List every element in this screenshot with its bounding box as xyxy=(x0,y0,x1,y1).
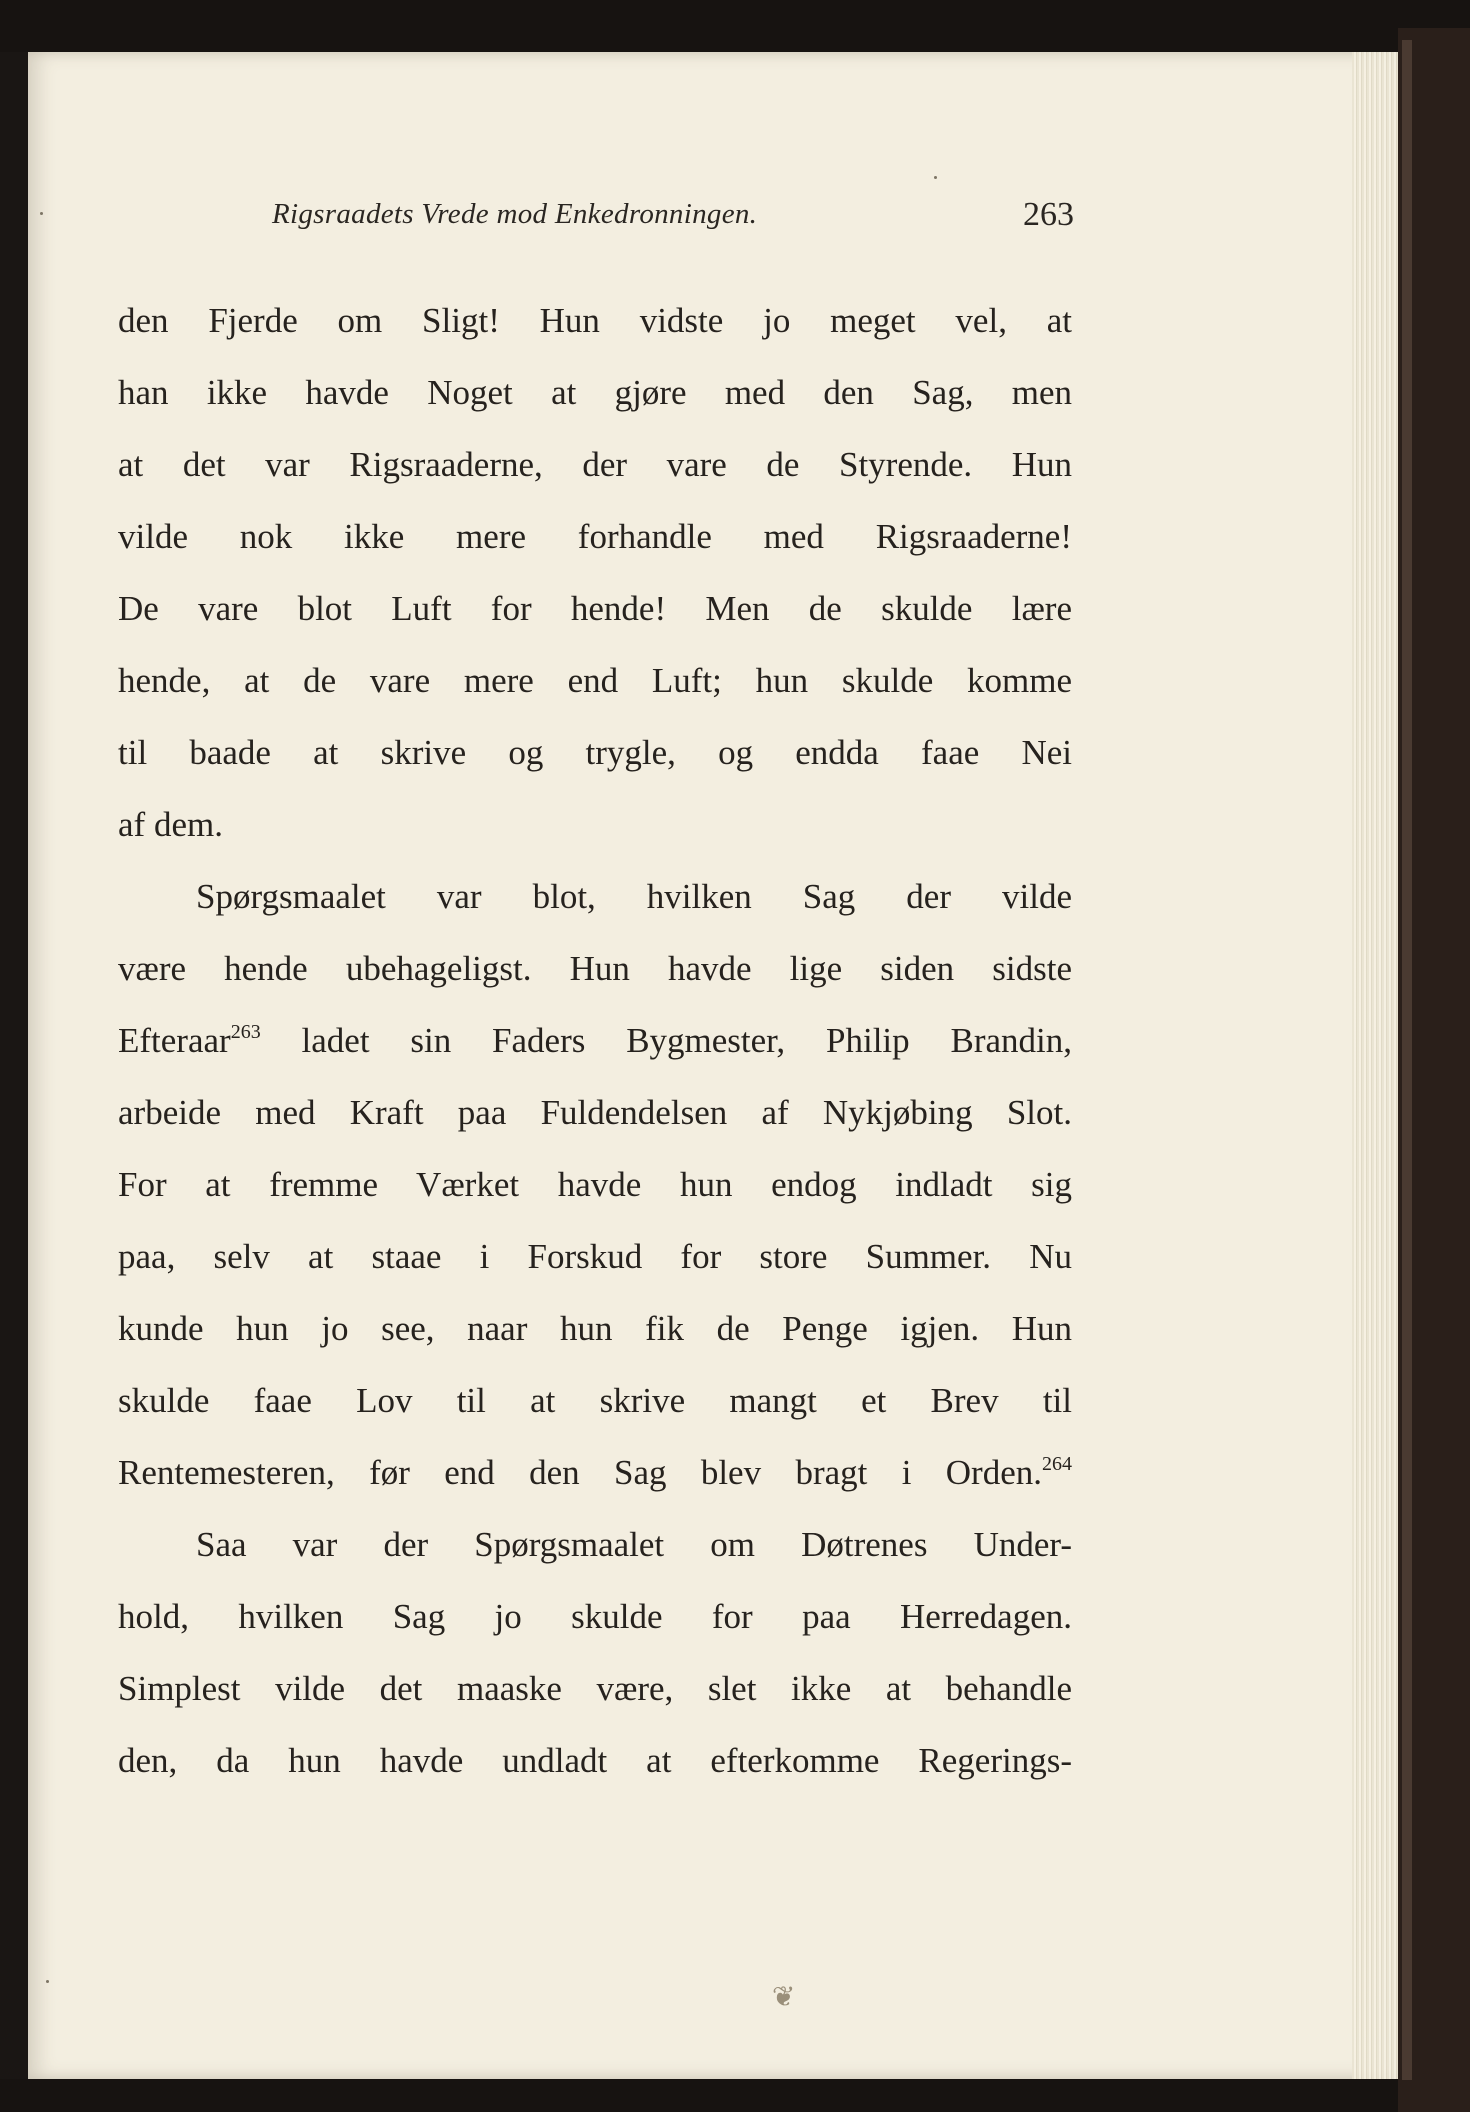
paper-speck xyxy=(40,212,43,215)
running-title: Rigsraadets Vrede mod Enkedronningen. xyxy=(272,198,758,230)
text-line: skulde faae Lov til at skrive mangt et Brev til xyxy=(118,1381,1072,1420)
text-line: den Fjerde om Sligt! Hun vidste jo meget vel, at xyxy=(118,301,1072,340)
text-line: være hende ubehageligst. Hun havde lige siden sidste xyxy=(118,949,1072,988)
text-line: Simplest vilde det maaske være, slet ikke at behandle xyxy=(118,1669,1072,1708)
text-line: Spørgsmaalet var blot, hvilken Sag der vilde xyxy=(196,877,1072,916)
text-line: til baade at skrive og trygle, og endda faae Nei xyxy=(118,733,1072,772)
text-line-start: Rentemesteren, før end den Sag blev bragt i Orden. xyxy=(118,1453,1042,1492)
paper-speck xyxy=(46,1980,49,1983)
text-line: hold, hvilken Sag jo skulde for paa Herredagen. xyxy=(118,1597,1072,1636)
text-line: De vare blot Luft for hende! Men de skulde lære xyxy=(118,589,1072,628)
text-line xyxy=(118,1450,1072,1496)
text-line: Saa var der Spørgsmaalet om Døtrenes Under- xyxy=(196,1525,1072,1564)
text-line: arbeide med Kraft paa Fuldendelsen af Nykjøbing Slot. xyxy=(118,1093,1072,1132)
text-line-start: Efteraar xyxy=(118,1021,231,1060)
top-dark-margin xyxy=(0,0,1470,52)
text-line-rest: ladet sin Faders Bygmester, Philip Brandin, xyxy=(260,1021,1072,1060)
text-line: hende, at de vare mere end Luft; hun skulde komme xyxy=(118,661,1072,700)
text-line: at det var Rigsraaderne, der vare de Styrende. Hun xyxy=(118,445,1072,484)
text-line: af dem. xyxy=(118,805,223,844)
text-line: paa, selv at staae i Forskud for store Summer. Nu xyxy=(118,1237,1072,1276)
running-header xyxy=(272,198,1072,242)
text-line: den, da hun havde undladt at efterkomme Regerings- xyxy=(118,1741,1072,1780)
text-line: kunde hun jo see, naar hun fik de Penge igjen. Hun xyxy=(118,1309,1072,1348)
text-line: vilde nok ikke mere forhandle med Rigsraaderne! xyxy=(118,517,1072,556)
book-cover-inner-edge xyxy=(1402,40,1412,2080)
footnote-ref: 264 xyxy=(1042,1453,1072,1475)
footnote-ref: 263 xyxy=(230,1021,261,1043)
printer-ornament-icon: ❦ xyxy=(772,1980,796,2013)
paper-speck xyxy=(934,176,937,179)
text-line: han ikke havde Noget at gjøre med den Sag, men xyxy=(118,373,1072,412)
text-line xyxy=(118,1018,1072,1064)
page-stack-edges xyxy=(1352,52,1398,2079)
bottom-dark-margin xyxy=(0,2079,1470,2112)
page-number: 263 xyxy=(1023,196,1074,233)
text-line: For at fremme Værket havde hun endog indladt sig xyxy=(118,1165,1072,1204)
